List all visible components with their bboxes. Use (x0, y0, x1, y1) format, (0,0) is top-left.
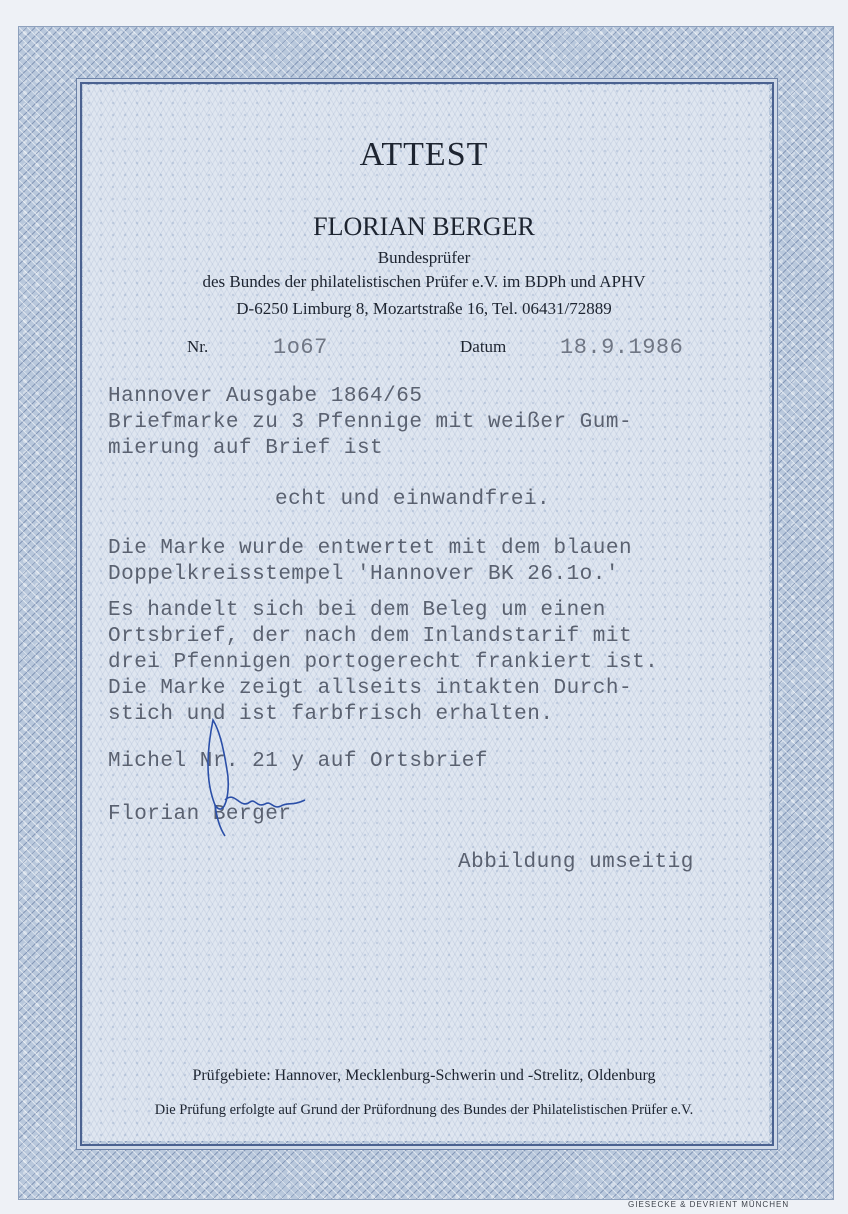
certificate-title: ATTEST (359, 136, 489, 173)
cancel-line: Doppelkreisstempel 'Hannover BK 26.1o.' (108, 563, 619, 586)
detail-line: stich und ist farbfrisch erhalten. (108, 703, 554, 726)
number-value: 1o67 (273, 335, 328, 360)
examination-areas: Prüfgebiete: Hannover, Mecklenburg-Schwerin und -Strelitz, Oldenburg (192, 1067, 656, 1084)
detail-line: Die Marke zeigt allseits intakten Durch- (108, 677, 633, 700)
cancel-line: Die Marke wurde entwertet mit dem blauen (108, 537, 633, 560)
handwritten-signature (195, 710, 325, 840)
detail-line: Ortsbrief, der nach dem Inlandstarif mit (108, 625, 633, 648)
catalog-reference: Michel Nr. 21 y auf Ortsbrief (108, 750, 488, 773)
printer-mark: GIESECKE & DEVRIENT MÜNCHEN (628, 1200, 790, 1209)
date-value: 18.9.1986 (560, 335, 684, 360)
body-line: mierung auf Brief ist (108, 437, 384, 460)
detail-line: drei Pfennigen portogerecht frankiert ist. (108, 651, 659, 674)
typed-signature: Florian Berger (108, 803, 292, 826)
verdict: echt und einwandfrei. (275, 488, 551, 511)
detail-line: Es handelt sich bei dem Beleg um einen (108, 599, 606, 622)
body-line: Hannover Ausgabe 1864/65 (108, 385, 423, 408)
examiner-role: Bundesprüfer (377, 248, 471, 267)
body-line: Briefmarke zu 3 Pfennige mit weißer Gum- (108, 411, 633, 434)
examination-note: Die Prüfung erfolgte auf Grund der Prüfordnung des Bundes der Philatelistischen Prüfer e.V. (154, 1102, 694, 1118)
examiner-name: FLORIAN BERGER (313, 212, 535, 241)
examiner-association: des Bundes der philatelistischen Prüfer e.V. im BDPh und APHV (202, 272, 646, 291)
examiner-address: D-6250 Limburg 8, Mozartstraße 16, Tel. 06431/72889 (236, 299, 612, 318)
image-note: Abbildung umseitig (458, 851, 694, 874)
date-label: Datum (460, 337, 507, 356)
number-label: Nr. (187, 337, 209, 356)
